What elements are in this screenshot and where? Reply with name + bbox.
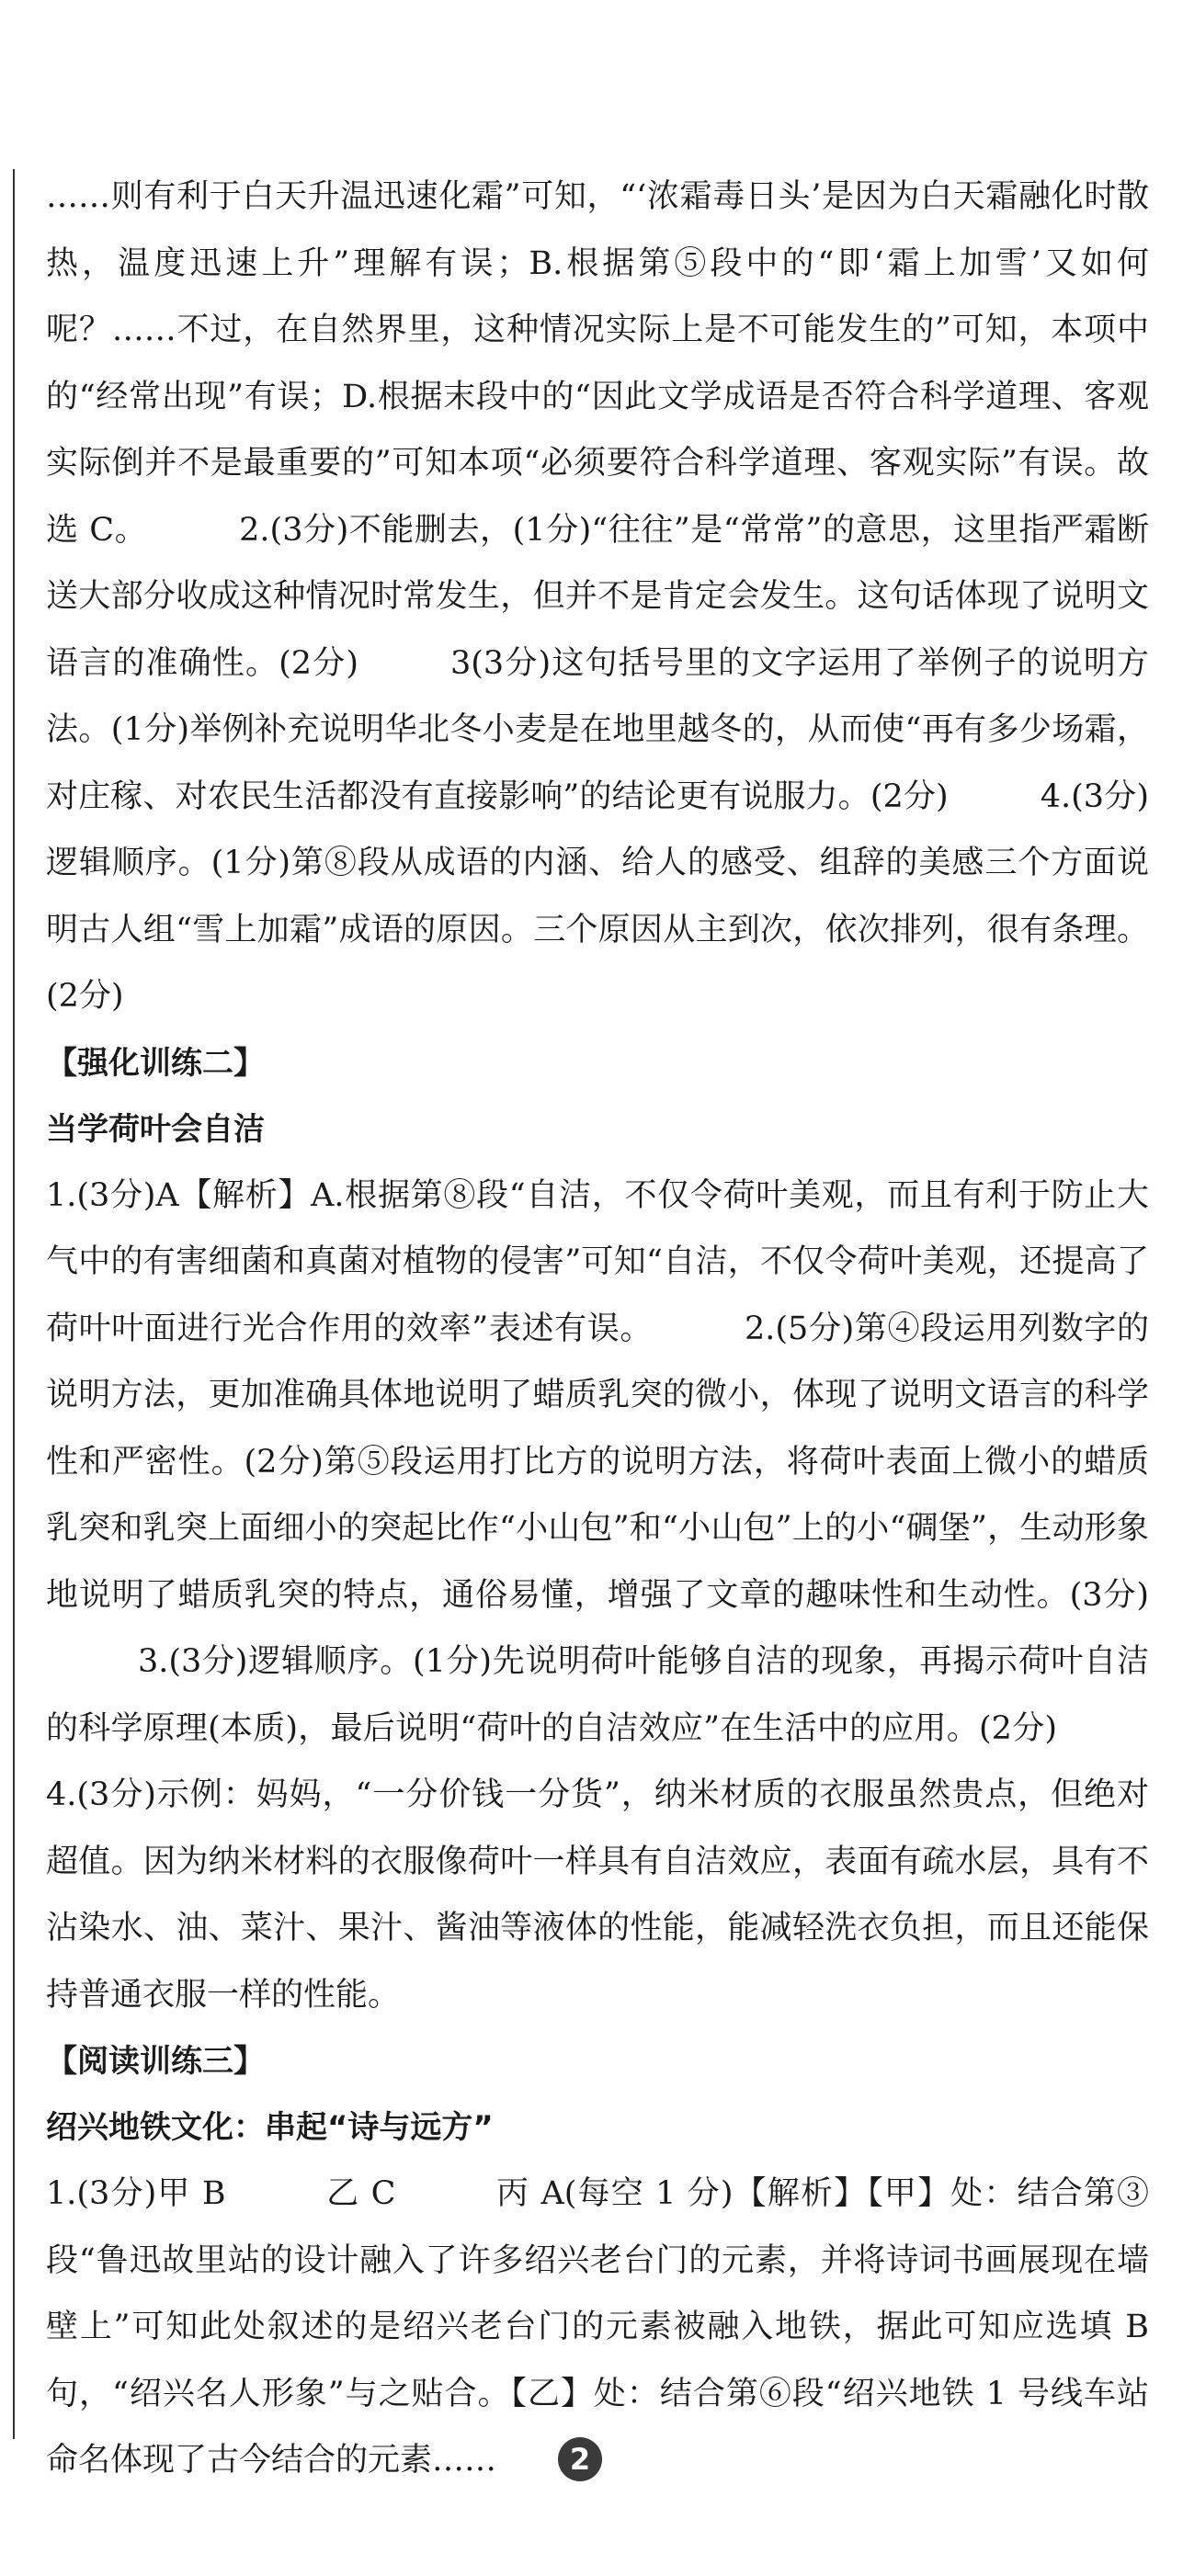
left-margin-rule [13,169,15,2439]
answer-text: 4.(3分)逻辑顺序。(1分)第⑧段从成语的内涵、给人的感受、组辞的美感三个方面说明古人组“雪上加霜”成语的原因。三个原因从主到次，依次排列，很有条理。(2分) [46,777,1149,1015]
answer-text: 3.(3分)逻辑顺序。(1分)先说明荷叶能够自洁的现象，再揭示荷叶自洁的科学原理(本质)，最后说明“荷叶的自洁效应”在生活中的应用。(2分) [46,1643,1149,1747]
paragraph-text: ……则有利于白天升温迅速化霜”可知，“‘浓霜毒日头’是因为白天霜融化时散热，温度迅速上升”理解有误；B.根据第⑤段中的“即‘霜上加雪’又如何呢？……不过，在自然界里，这种情况实际上是不可能发生的”可知，本项中的“经常出现”有误；D.根据末段中的“因此文学成语是否符合科学道理、客观实际倒并不是最重要的”可知本项“必须要符合科学道理、客观实际”有误。故选 C。 [46,178,1149,549]
section-heading: 【强化训练二】 [46,1044,265,1082]
answer-page [46,164,1149,2494]
paragraph [46,164,1149,1030]
page-number-badge: 2 [558,2437,602,2481]
section-heading: 【阅读训练三】 [46,2043,265,2080]
answer-text: 1.(3分)甲 B 乙 C 丙 A(每空 1 分)【解析】【甲】处：结合第③段“鲁迅故里站的设计融入了许多绍兴老台门的元素，并将诗词书画展现在墙壁上”可知此处叙述的是绍兴老台门的元素被融入地铁，据此可知应选填 B 句，“绍兴名人形象”与之贴合。【乙】处：结合第⑥段“绍兴地铁 1 号线车站命名体现了古今结合的元素…… [46,2175,1149,2479]
article-title: 当学荷叶会自洁 [46,1110,265,1148]
article-title: 绍兴地铁文化：串起“诗与远方” [46,2109,494,2146]
paragraph [46,2161,1149,2494]
answer-text: 4.(3分)示例：妈妈，“一分价钱一分货”，纳米材质的衣服虽然贵点，但绝对超值。因为纳米材料的衣服像荷叶一样具有自洁效应，表面有疏水层，具有不沾染水、油、菜汁、果汁、酱油等液体的性能，能减轻洗衣负担，而且还能保持普通衣服一样的性能。 [46,1776,1149,2014]
answer-text: 1.(3分)A【解析】A.根据第⑧段“自洁，不仅令荷叶美观，而且有利于防止大气中的有害细菌和真菌对植物的侵害”可知“自洁，不仅令荷叶美观，还提高了荷叶叶面进行光合作用的效率”表述有误。 [46,1176,1149,1347]
answer-text: 3(3分)这句括号里的文字运用了举例子的说明方法。(1分)举例补充说明华北冬小麦是在地里越冬的，从而使“再有多少场霜，对庄稼、对农民生活都没有直接影响”的结论更有说服力。(2分) [46,644,1149,815]
answer-text: 2.(3分)不能删去，(1分)“往往”是“常常”的意思，这里指严霜断送大部分收成这种情况时常发生，但并不是肯定会发生。这句话体现了说明文语言的准确性。(2分) [46,511,1150,682]
answer-text: 2.(5分)第④段运用列数字的说明方法，更加准确具体地说明了蜡质乳突的微小，体现了说明文语言的科学性和严密性。(2分)第⑤段运用打比方的说明方法，将荷叶表面上微小的蜡质乳突和乳突上面细小的突起比作“小山包”和“小山包”上的小“碉堡”，生动形象地说明了蜡质乳突的特点，通俗易懂，增强了文章的趣味性和生动性。(3分) [46,1310,1149,1614]
paragraph [46,1163,1149,2029]
